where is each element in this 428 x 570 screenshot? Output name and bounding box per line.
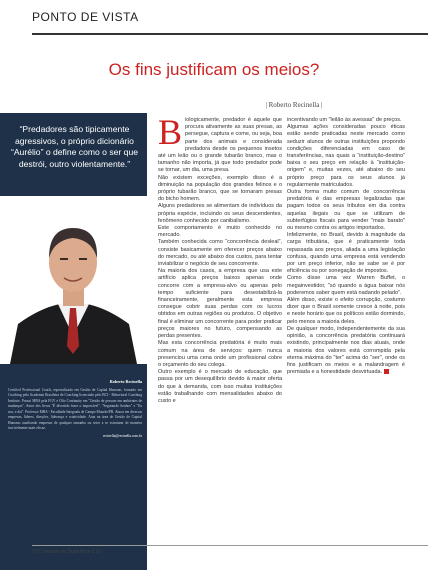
paragraph: Este comportamento é muito conhecido no mercado. <box>158 225 282 239</box>
paragraph: Também conhecida como “concorrência desleal”, consiste basicamente em oferecer preços abaixo do mercado, ou até abaixo dos custos, para tentar inviabilizar o negócio de seu concorrente. <box>158 239 282 268</box>
article-column-2 <box>287 117 405 376</box>
author-photo <box>0 196 147 364</box>
paragraph: Como disse uma vez Warren Buffet, o megainvestidor, "só quando a água baixar nós poderemos saber quem está nadando pelado". <box>287 275 405 296</box>
paragraph: iologicamente, predador é aquele que procura ativamente as suas presas, as persegue, captura e come, ou seja, boa parte dos animais e considerada predadora desde os pequenos insetos até um leão ou o grande tubarão branco, mas o tamanho não importa, já que todo predador pode se tornar, um dia, uma presa. <box>158 117 282 174</box>
section-label: PONTO DE VISTA <box>32 10 139 24</box>
drop-cap: B <box>158 112 183 152</box>
paragraph: Infelizmente, no Brasil, devido à magnitude da carga tributária, que é praticamente toda repassada aos preços, aliada a uma legislação confusa, quando uma empresa está vendendo por um preço inferior, não se sabe se é por eficiência ou por sonegação de impostos. <box>287 232 405 275</box>
pull-quote: “Predadores são tipicamente agressivos, o próprio dicionário “Aurélio” o define como o ser que destrói, outro violentamente.” <box>10 124 139 169</box>
end-mark-icon <box>384 369 389 374</box>
paragraph: incentivando um "leilão às avessas" de preços. <box>287 117 402 123</box>
paragraph: Outra forma muito comum de concorrência predatória é das empresas legalizadas que pagam todos os seus tributos em dia contra aquelas ilegais ou que se utilizam de subterfúgios fiscais para vender "mais barato" ou mesmo contra os artigos importados. <box>287 189 405 232</box>
footer-rule <box>32 545 428 546</box>
paragraph: Não existem exceções, exemplo disso é a diminuição na população dos grandes felinos e o próprio tubarão branco, que se tornaram presas do bicho homem. <box>158 174 282 203</box>
paragraph-text: De qualquer modo, independentemente da sua opinião, a concorrência predatória continuará existindo, principalmente nos dias atuais, onde a maioria dos valores está corrompida pela eterna máxima do "ter" acima do "ser", onde os fins justificam os meios e a malandragem é premiada e a honestidade desvirtuada. <box>287 325 405 376</box>
byline: | Roberto Recinella | <box>265 101 323 109</box>
page-footer: 70 | Sebrae na Superfície 172 <box>32 549 101 555</box>
paragraph: Mas esta concorrência predatória é muito mais comum na área de serviços: quem nunca presenciou uma cena onde um profissional cobre o orçamento do seu colega. <box>158 340 282 368</box>
header-rule <box>32 33 428 35</box>
paragraph <box>287 326 405 376</box>
paragraph: Além disso, existe o efeito corrupção, costumo dizer que o Brasil somente cresce à noite, pois e neste horário que os políticos estão dormindo, pelo menos a maioria deles. <box>287 297 405 325</box>
paragraph: Outro exemplo é o mercado de educação, que passa por um desequilíbrio devido à maior oferta do que à demanda, com isso muitas instituições estão trabalhando com mensalidades abaixo do custo e <box>158 369 282 404</box>
paragraph: Alguns predadores se alimentam de indivíduos da própria espécie, incluindo os seus descendentes, fenômeno conhecido por canibalismo. <box>158 203 282 224</box>
author-bio <box>8 379 142 439</box>
paragraph: Algumas ações consideradas pouco éticas estão sendo praticadas neste mercado como seduzir alunos de outras instituições propondo condições diferenciadas em caso de transferências, nas quais a “instituição-destino” baixa o seu preço em relação à “instituição-origem” e, muitas vezes, até abaixo do seu próprio preço para os seus alunos já regularmente matriculados. <box>287 124 405 188</box>
bio-email: recinella@recinella.com.br <box>102 433 142 438</box>
paragraph: Na maioria dos casos, a empresa que usa este artifício aplica preços baixos apenas onde concorre com a empresa-alvo ou apenas pelo tempo suficiente para desestabilizá-la financeiramente, geralmente esta empresa consegue cobrir suas perdas com os lucros obtidos em outras regiões ou produtos. O objetivo final é eliminar um concorrente para poder praticar preços maiores no futuro, compensando as perdas presentes. <box>158 268 282 340</box>
headline: Os fins justificam os meios? <box>108 60 320 79</box>
bio-name: Roberto Recinella <box>109 379 142 384</box>
article-column-1 <box>158 112 282 405</box>
bio-text: Certified Professional Coach, especializado em Gestão de Capital Humano, formado em Coaching pela Academia Brasileira de Coaching licenciado pelo BCI - Behavioral Coaching Institute. Possui MBA pela FGV e Olio Continuity em "Gestão de pessoas em ambientes de mudanças". Autor dos livros "É divertido fazer o impossível", "Segurando Sonhos" e "Eu sou, e daí". Professor MBA - Faculdade Integrada de Campo Mourão/PR. Atuou em diversas empresas, líderes, direções, liderança e criatividade. Atua na área de Gestão de Capital Humano auxiliando empresas de qualquer tamanho ou setor a se estruturar de maneira incrivelmente mais eficaz. <box>8 387 142 430</box>
